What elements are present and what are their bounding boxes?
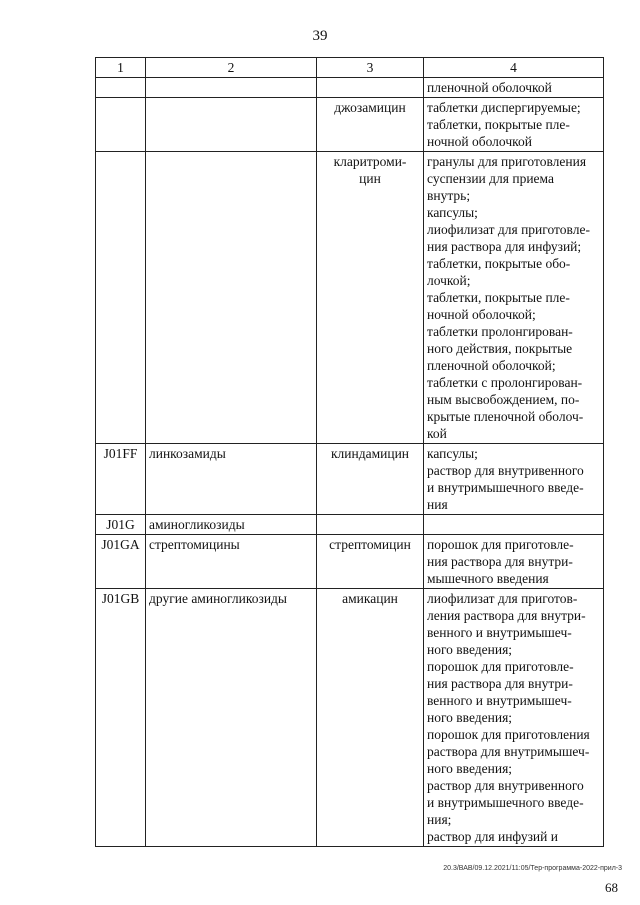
dosage-form-line: ния раствора для внутри- — [427, 676, 573, 691]
column-header: 4 — [424, 58, 604, 78]
dosage-form-line: пленочной оболочкой; — [427, 358, 556, 373]
dosage-form-line: гранулы для приготовления — [427, 154, 587, 169]
table-row — [96, 535, 604, 589]
group-name-cell: линкозамиды — [146, 444, 317, 515]
footer-page-number: 68 — [605, 880, 618, 895]
group-name-cell — [146, 78, 317, 98]
group-name-cell: стрептомицины — [146, 535, 317, 589]
dosage-form-line: капсулы; — [427, 446, 478, 461]
atc-code-cell: J01FF — [96, 444, 146, 515]
column-header: 3 — [317, 58, 424, 78]
dosage-form-line: таблетки, покрытые обо- — [427, 256, 571, 271]
dosage-form-line: ночной оболочкой — [427, 134, 532, 149]
dosage-form-line: ным высвобождением, по- — [427, 392, 580, 407]
dosage-form-line: и внутримышечного введе- — [427, 795, 584, 810]
dosage-form-line: раствор для внутривенного — [427, 778, 584, 793]
dosage-forms-cell — [424, 589, 604, 847]
column-header: 2 — [146, 58, 317, 78]
dosage-forms-cell — [424, 98, 604, 152]
inn-name-cell: кларитроми- цин — [317, 152, 424, 444]
group-name-cell — [146, 152, 317, 444]
dosage-forms-cell — [424, 152, 604, 444]
dosage-form-line: ного введения; — [427, 710, 513, 725]
inn-name-cell — [317, 515, 424, 535]
table-row — [96, 152, 604, 444]
table-row — [96, 444, 604, 515]
medicines-table — [95, 57, 604, 847]
dosage-form-line: суспензии для приема — [427, 171, 554, 186]
dosage-form-line: ния — [427, 497, 448, 512]
atc-code-cell: J01GB — [96, 589, 146, 847]
atc-code-cell: J01GA — [96, 535, 146, 589]
dosage-form-line: таблетки пролонгирован- — [427, 324, 573, 339]
dosage-form-line: пленочной оболочкой — [427, 80, 552, 95]
table-header-row — [96, 58, 604, 78]
dosage-form-line: порошок для приготовле- — [427, 659, 574, 674]
dosage-form-line: мышечного введения — [427, 571, 549, 586]
inn-name-cell: клиндамицин — [317, 444, 424, 515]
inn-name-cell — [317, 78, 424, 98]
dosage-form-line: лиофилизат для приготов- — [427, 591, 578, 606]
dosage-form-line: кой — [427, 426, 447, 441]
dosage-forms-cell — [424, 535, 604, 589]
dosage-form-line: и внутримышечного введе- — [427, 480, 584, 495]
dosage-form-line: крытые пленочной оболоч- — [427, 409, 584, 424]
dosage-form-line: лочкой; — [427, 273, 471, 288]
dosage-form-line: ления раствора для внутри- — [427, 608, 586, 623]
dosage-form-line: раствор для внутривенного — [427, 463, 584, 478]
dosage-form-line: ного введения; — [427, 761, 513, 776]
dosage-form-line: ного действия, покрытые — [427, 341, 573, 356]
document-reference: 20.3/ВАВ/09.12.2021/11:05/Тер-программа-2022-прил-3 — [443, 865, 622, 872]
table-body — [96, 78, 604, 847]
dosage-forms-cell — [424, 444, 604, 515]
inn-name-cell: джозамицин — [317, 98, 424, 152]
page-number: 39 — [312, 28, 328, 44]
dosage-form-line: таблетки, покрытые пле- — [427, 117, 570, 132]
dosage-form-line: ния раствора для внутри- — [427, 554, 573, 569]
dosage-form-line: ния раствора для инфузий; — [427, 239, 582, 254]
dosage-form-line: таблетки, покрытые пле- — [427, 290, 570, 305]
atc-code-cell — [96, 152, 146, 444]
group-name-cell: аминогликозиды — [146, 515, 317, 535]
dosage-form-line: лиофилизат для приготовле- — [427, 222, 590, 237]
dosage-form-line: ния; — [427, 812, 452, 827]
group-name-cell: другие аминогликозиды — [146, 589, 317, 847]
dosage-form-line: порошок для приготовле- — [427, 537, 574, 552]
atc-code-cell: J01G — [96, 515, 146, 535]
dosage-form-line: раствора для внутримышеч- — [427, 744, 590, 759]
dosage-form-line: таблетки с пролонгирован- — [427, 375, 583, 390]
dosage-forms-cell — [424, 78, 604, 98]
dosage-forms-cell — [424, 515, 604, 535]
table-row — [96, 515, 604, 535]
dosage-form-line: внутрь; — [427, 188, 471, 203]
inn-name-cell: стрептомицин — [317, 535, 424, 589]
inn-name-cell: амикацин — [317, 589, 424, 847]
dosage-form-line: ночной оболочкой; — [427, 307, 536, 322]
atc-code-cell — [96, 98, 146, 152]
table-row — [96, 98, 604, 152]
dosage-form-line: венного и внутримышеч- — [427, 625, 572, 640]
dosage-form-line: таблетки диспергируемые; — [427, 100, 581, 115]
group-name-cell — [146, 98, 317, 152]
dosage-form-line: ного введения; — [427, 642, 513, 657]
atc-code-cell — [96, 78, 146, 98]
table-row — [96, 589, 604, 847]
column-header: 1 — [96, 58, 146, 78]
dosage-form-line: венного и внутримышеч- — [427, 693, 572, 708]
table-row — [96, 78, 604, 98]
dosage-form-line: порошок для приготовления — [427, 727, 590, 742]
dosage-form-line: раствор для инфузий и — [427, 829, 558, 844]
dosage-form-line: капсулы; — [427, 205, 478, 220]
